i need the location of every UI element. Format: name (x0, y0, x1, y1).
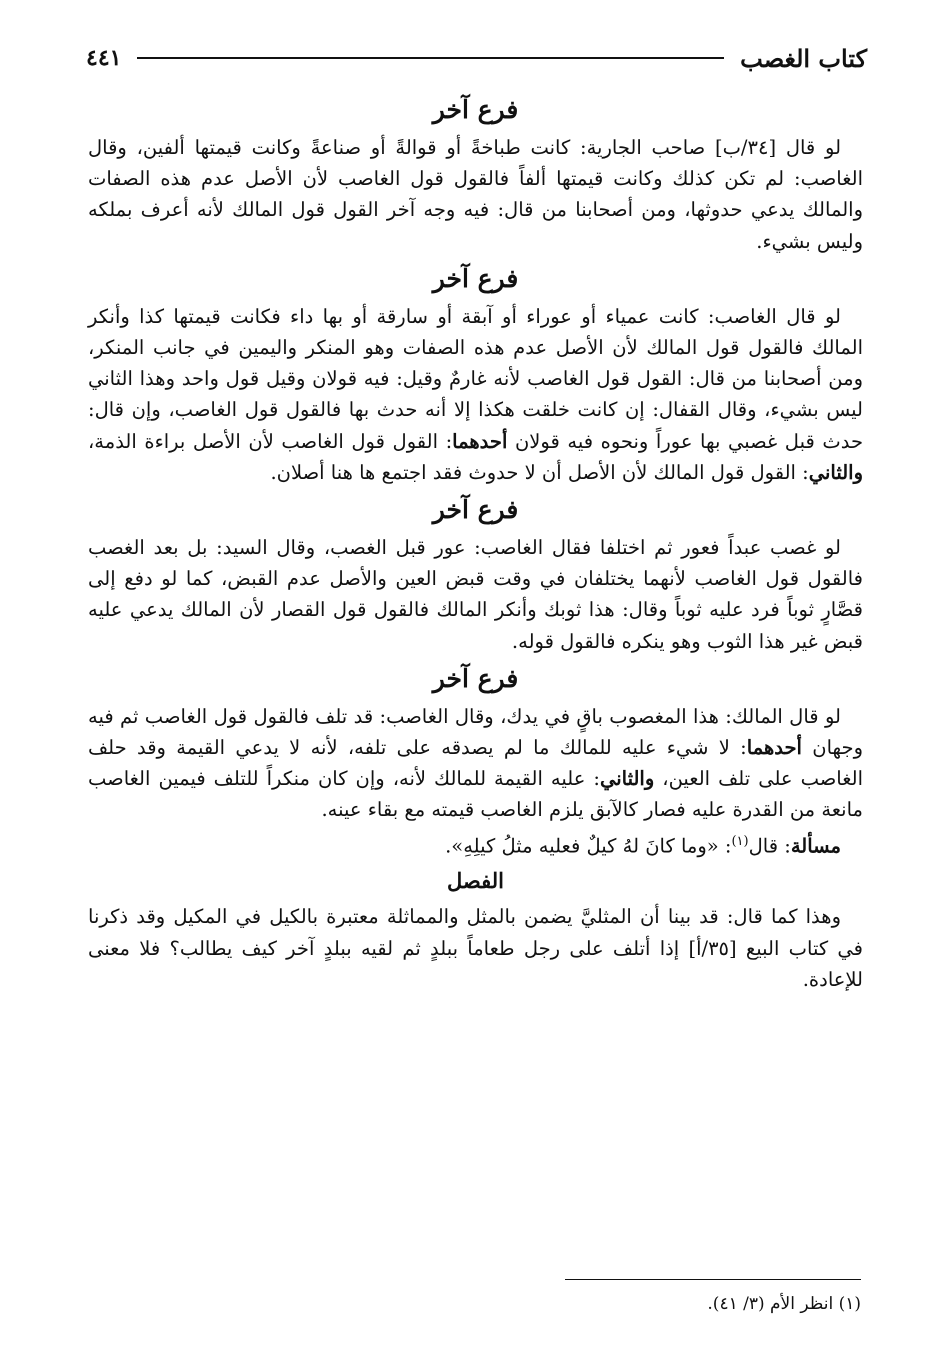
footnote-ref: (١) (731, 833, 749, 849)
term-first: أحدهما (746, 736, 802, 760)
paragraph-text: : عليه القيمة للمالك لأنه، وإن كان منكراً للتلف فيمين الغاصب مانعة من القدرة عليه فصار كالآبق يلزم الغاصب قيمته مع بقاء عينه. (88, 767, 863, 822)
term-second: والثاني (599, 767, 655, 791)
section-paragraph-4 (88, 701, 863, 826)
paragraph-text: لو قال الغاصب: كانت عمياء أو عوراء أو آبقة أو سارقة أو بها داء فكانت قيمتها كذا وأنكر المالك فالقول قول المالك لأن الأصل عدم هذه الصفات وهو المنكر واليمين في جانب المنكر، ومن أصحابنا من قال: القول قول الغاصب لأنه غارمٌ وقيل: فيه قولان وقيل قول واحد وهذا الثاني ليس بشيء، وقال القفال: إن كانت خلقت هكذا إلا أنه حدث بها فالقول قول الغاصب، وإن قال: حدث قبل غصبي بها عوراً ونحوه فيه قولان (88, 304, 864, 453)
page-number: ٤٤١ (86, 45, 122, 71)
masala-label: مسألة (790, 834, 841, 858)
section-heading-1: فرع آخر (432, 95, 519, 124)
section-heading-4: فرع آخر (432, 663, 519, 693)
section-paragraph-3: لو غصب عبداً فعور ثم اختلفا فقال الغاصب: عور قبل الغصب، وقال السيد: بل بعد الغصب فالقول قول الغاصب لأنهما يختلفان في وقت قبض العين والأصل عدم القبض، كما لو دفع إلى قصَّارٍ ثوباً فرد عليه ثوباً وقال: هذا ثوبك وأنكر المالك فالقول قول القصار لأن المالك يدعي عليه قبض غير هذا الثوب وهو ينكره فالقول قوله. (88, 536, 863, 653)
footnote (88, 1290, 861, 1318)
header-rule (137, 57, 724, 59)
footnote-rule (565, 1279, 861, 1280)
section-heading-3: فرع آخر (432, 495, 519, 525)
fasl-paragraph: وهذا كما قال: قد بينا أن المثليَّ يضمن بالمثل والمماثلة معتبرة بالكيل في المكيل وقد ذكرنا في كتاب البيع [٣٥/أ] إذا أتلف على رجل طعاماً ببلدٍ ثم لقيه ببلدٍ آخر كيف يطالب؟ فلا معنى للإعادة. (88, 905, 863, 991)
section-heading-2: فرع آخر (432, 263, 519, 293)
section-paragraph-2 (88, 301, 863, 488)
running-header (86, 38, 867, 78)
fasl-heading: الفصل (447, 868, 504, 894)
term-second: والثاني (808, 460, 863, 484)
masala-text: : قال (748, 834, 791, 858)
footnote-text: انظر الأم (٣/ ٤١). (707, 1294, 834, 1314)
paragraph-text: لو قال المالك: هذا المغصوب باقٍ في يدك، وقال الغاصب: قد تلف فالقول قول الغاصب ثم فيه وجهان (88, 704, 863, 760)
section-paragraph-1: لو قال [٣٤/ب] صاحب الجارية: كانت طباخةً أو قوالةً أو صناعةً وكانت قيمتها ألفين، وقال الغاصب: لم تكن كذلك وكانت قيمتها ألفاً فالقول قول الغاصب لأن الأصل عدم هذه الصفات والمالك يدعي حدوثها، ومن أصحابنا من قال: فيه وجه آخر القول قول المالك لأنه أعرف بملكه وليس بشيء. (88, 136, 863, 253)
paragraph-text: : القول قول الغاصب لأن الأصل براءة الذمة، (88, 429, 453, 453)
body-text (88, 88, 863, 995)
footnote-number: (١) (838, 1294, 861, 1314)
masala-quote: : «وما كانَ لهُ كيلٌ فعليه مثلُ كيلِهِ». (445, 834, 732, 858)
paragraph-text: : لا شيء عليه للمالك ما لم يصدقه على تلفه، لأنه لا يدعي القيمة وقد حلف الغاصب على تلف العين، (88, 736, 863, 791)
paragraph-text: : القول قول المالك لأن الأصل أن لا حدوث فقد اجتمع ها هنا أصلان. (270, 460, 809, 484)
masala-line (88, 826, 863, 862)
running-title: كتاب الغصب (740, 43, 867, 73)
term-first: أحدهما (452, 429, 508, 453)
